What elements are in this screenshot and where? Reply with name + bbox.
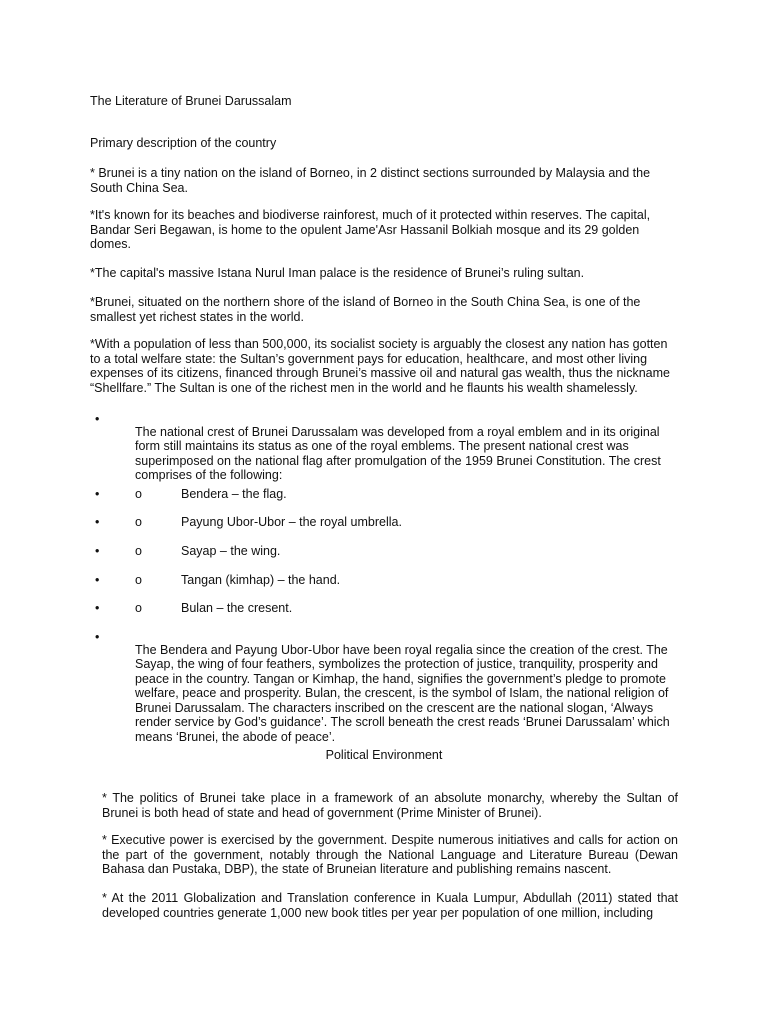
sub-bullet-circle: o <box>135 515 142 529</box>
paragraph: *The capital's massive Istana Nurul Iman palace is the residence of Brunei’s ruling sultan. <box>90 266 585 280</box>
bullet-dot: • <box>95 544 100 558</box>
bullet-dot: • <box>95 573 100 587</box>
crest-item-text: Payung Ubor-Ubor – the royal umbrella. <box>181 515 402 529</box>
crest-intro-content: The national crest of Brunei Darussalam was developed from a royal emblem and in its original form still maintains its status as one of the royal emblems. The present national crest was superimposed on the national flag after promulgation of the 1959 Brunei Constitution. The crest comprises of the following: <box>135 424 661 482</box>
bullet-dot: • <box>95 515 100 529</box>
political-paragraph: * At the 2011 Globalization and Translation conference in Kuala Lumpur, Abdullah (2011) stated that developed countries generate 1,000 new book titles per year per population of one million, including <box>102 891 678 920</box>
sub-bullet-circle: o <box>135 544 142 558</box>
sub-bullet-circle: o <box>135 601 142 615</box>
document-title: The Literature of Brunei Darussalam <box>90 94 292 108</box>
paragraph: *It's known for its beaches and biodiverse rainforest, much of it protected within reserves. The capital, Bandar Seri Begawan, is home to the opulent Jame'Asr Hassanil Bolkiah mosque and its 29 golden domes. <box>90 208 651 251</box>
crest-explanation-text <box>135 643 680 745</box>
bullet-dot: • <box>95 412 100 426</box>
paragraph: *With a population of less than 500,000, its socialist society is arguably the closest any nation has gotten to a total welfare state: the Sultan’s government pays for education, healthcare, and most other living expenses of its citizens, financed through Brunei’s massive oil and natural gas wealth, thus the nickname “Shellfare.” The Sultan is one of the richest men in the world and he flaunts his wealth shamelessly. <box>90 337 670 395</box>
political-paragraph: * The politics of Brunei take place in a framework of an absolute monarchy, whereby the Sultan of Brunei is both head of state and head of government (Prime Minister of Brunei). <box>102 791 678 820</box>
crest-item-text: Bulan – the cresent. <box>181 601 293 615</box>
bullet-dot: • <box>95 630 100 644</box>
section-subtitle: Primary description of the country <box>90 136 277 150</box>
crest-explanation-content: The Bendera and Payung Ubor-Ubor have been royal regalia since the creation of the crest. The Sayap, the wing of four feathers, symbolizes the protection of justice, tranquility, prosperity and peace in the country. Tangan or Kimhap, the hand, signifies the government’s pledge to promote welfare, peace and prosperity. Bulan, the crescent, is the symbol of Islam, the national religion of Brunei Darussalam. The characters inscribed on the crescent are the national slogan, ‘Always render service by God’s guidance’. The scroll beneath the crest reads ‘Brunei Darussalam’ which means ‘Brunei, the abode of peace’. <box>135 642 670 744</box>
sub-bullet-circle: o <box>135 573 142 587</box>
sub-bullet-circle: o <box>135 487 142 501</box>
bullet-dot: • <box>95 601 100 615</box>
bullet-dot: • <box>95 487 100 501</box>
political-paragraph: * Executive power is exercised by the government. Despite numerous initiatives and calls for action on the part of the government, notably through the National Language and Literature Bureau (Dewan Bahasa dan Pustaka, DBP), the state of Bruneian literature and publishing remains nascent. <box>102 833 678 876</box>
crest-item-text: Tangan (kimhap) – the hand. <box>181 573 341 587</box>
political-environment-heading: Political Environment <box>325 748 443 762</box>
crest-intro-text <box>135 425 680 483</box>
crest-item-text: Bendera – the flag. <box>181 487 287 501</box>
paragraph: *Brunei, situated on the northern shore of the island of Borneo in the South China Sea, is one of the smallest yet richest states in the world. <box>90 295 641 324</box>
paragraph: * Brunei is a tiny nation on the island of Borneo, in 2 distinct sections surrounded by Malaysia and the South China Sea. <box>90 166 651 195</box>
crest-item-text: Sayap – the wing. <box>181 544 281 558</box>
